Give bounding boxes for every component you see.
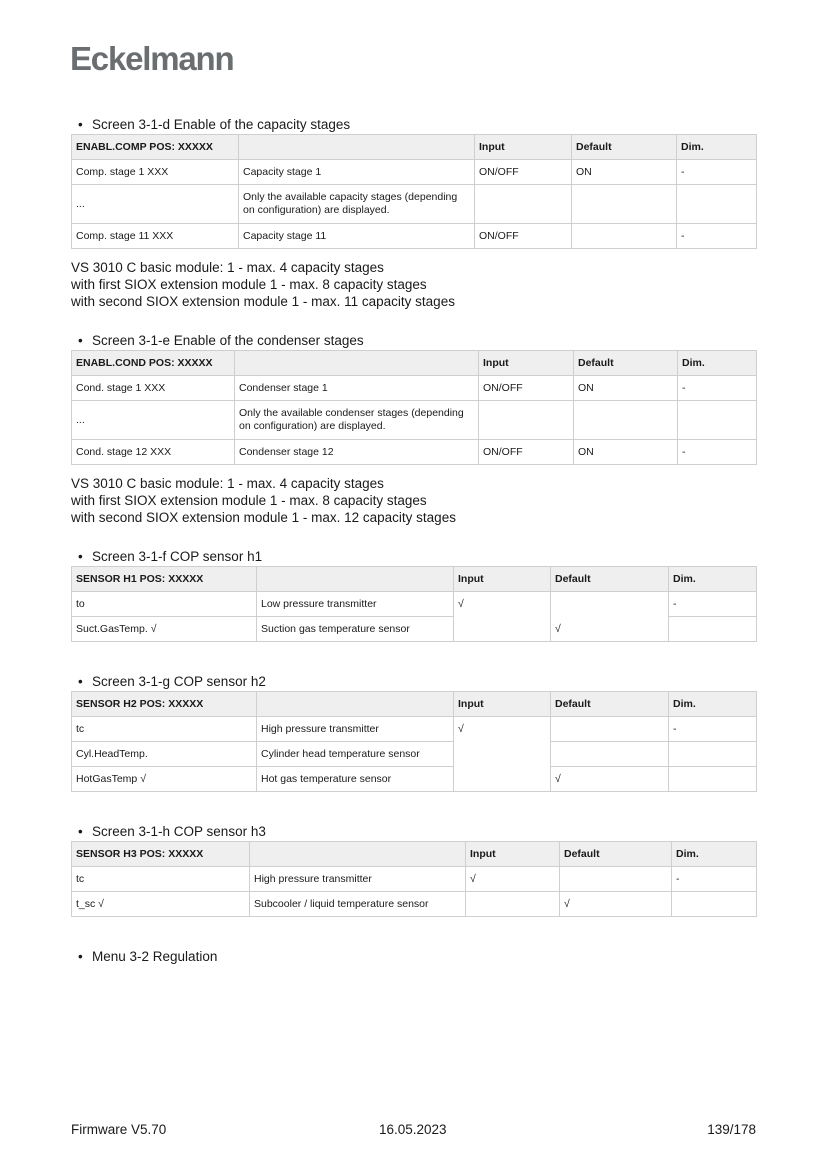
- header-cell: [235, 351, 479, 376]
- table-cell: ON/OFF: [479, 440, 574, 465]
- table-cell: ON/OFF: [475, 160, 572, 185]
- table-cell: Cylinder head temperature sensor: [257, 742, 454, 767]
- table-header-row: [72, 692, 757, 717]
- table-cell: -: [669, 592, 757, 617]
- header-cell: [250, 842, 466, 867]
- table-row: [72, 440, 757, 465]
- table-cop-sensor-h1: [71, 566, 757, 642]
- table-cell: √: [560, 892, 672, 917]
- header-cell: Default: [551, 567, 669, 592]
- footer-date: 16.05.2023: [379, 1122, 447, 1137]
- table-row: [72, 867, 757, 892]
- section-heading-cop-sensor-h1: • Screen 3-1-f COP sensor h1: [78, 549, 263, 564]
- table-cell: Capacity stage 11: [239, 224, 475, 249]
- table-cell: -: [678, 376, 757, 401]
- table-header-row: [72, 135, 757, 160]
- table-cell: Hot gas temperature sensor: [257, 767, 454, 792]
- header-cell: Dim.: [677, 135, 757, 160]
- table-cell: ON: [574, 376, 678, 401]
- note-line: VS 3010 C basic module: 1 - max. 4 capacity stages: [71, 260, 384, 275]
- header-cell: Default: [560, 842, 672, 867]
- table-row: [72, 742, 757, 767]
- table-row: [72, 767, 757, 792]
- header-cell: [239, 135, 475, 160]
- table-cell: to: [72, 592, 257, 617]
- table-row: [72, 401, 757, 440]
- table-cell: √: [466, 867, 560, 892]
- table-row: [72, 224, 757, 249]
- header-cell: SENSOR H1 POS: XXXXX: [72, 567, 257, 592]
- table-cell: Cond. stage 1 XXX: [72, 376, 235, 401]
- header-cell: SENSOR H2 POS: XXXXX: [72, 692, 257, 717]
- table-row: [72, 892, 757, 917]
- table-cell: [475, 185, 572, 224]
- table-cell: -: [677, 224, 757, 249]
- table-cell: [572, 185, 677, 224]
- header-cell: Input: [466, 842, 560, 867]
- table-cell: Subcooler / liquid temperature sensor: [250, 892, 466, 917]
- table-cell: Capacity stage 1: [239, 160, 475, 185]
- table-cop-sensor-h3: [71, 841, 757, 917]
- table-cell: ON: [574, 440, 678, 465]
- table-cell: Suction gas temperature sensor: [257, 617, 454, 642]
- note-line: VS 3010 C basic module: 1 - max. 4 capacity stages: [71, 476, 384, 491]
- header-cell: Input: [479, 351, 574, 376]
- table-cell: Low pressure transmitter: [257, 592, 454, 617]
- section-heading-cop-sensor-h3: • Screen 3-1-h COP sensor h3: [78, 824, 266, 839]
- table-cell: Comp. stage 1 XXX: [72, 160, 239, 185]
- header-cell: SENSOR H3 POS: XXXXX: [72, 842, 250, 867]
- table-enable-capacity: [71, 134, 757, 249]
- table-cop-sensor-h2: [71, 691, 757, 792]
- footer-page-number: 139/178: [707, 1122, 756, 1137]
- footer-firmware: Firmware V5.70: [71, 1122, 167, 1137]
- header-cell: Input: [454, 567, 551, 592]
- section-heading-menu-regulation: • Menu 3-2 Regulation: [78, 949, 218, 964]
- page-content: [71, 116, 756, 966]
- header-cell: Dim.: [669, 692, 757, 717]
- table-row: [72, 592, 757, 617]
- note-line: with first SIOX extension module 1 - max. 8 capacity stages: [71, 277, 427, 292]
- table-cell: HotGasTemp √: [72, 767, 257, 792]
- table-cell: High pressure transmitter: [257, 717, 454, 742]
- table-cell: √: [551, 767, 669, 792]
- table-cell: Condenser stage 12: [235, 440, 479, 465]
- table-cell: Only the available capacity stages (depending on configuration) are displayed.: [239, 185, 475, 224]
- note-block: [71, 475, 756, 526]
- table-cell: Only the available condenser stages (depending on configuration) are displayed.: [235, 401, 479, 440]
- logo: Eckelmann: [70, 40, 234, 77]
- header-cell: Dim.: [678, 351, 757, 376]
- table-cell: [572, 224, 677, 249]
- table-cell: [678, 401, 757, 440]
- table-cell: [672, 892, 757, 917]
- table-row: [72, 185, 757, 224]
- header-cell: Default: [574, 351, 678, 376]
- table-cell: -: [672, 867, 757, 892]
- table-row: [72, 717, 757, 742]
- table-cell: -: [669, 717, 757, 742]
- table-cell: [677, 185, 757, 224]
- table-row: [72, 376, 757, 401]
- table-cell: ON: [572, 160, 677, 185]
- header-cell: Dim.: [669, 567, 757, 592]
- section-heading-cop-sensor-h2: • Screen 3-1-g COP sensor h2: [78, 674, 266, 689]
- section-heading-enable-condenser: • Screen 3-1-e Enable of the condenser stages: [78, 333, 364, 348]
- header-cell: [257, 567, 454, 592]
- table-cell: [551, 717, 669, 742]
- table-cell: Condenser stage 1: [235, 376, 479, 401]
- table-header-row: [72, 567, 757, 592]
- table-cell: ON/OFF: [479, 376, 574, 401]
- table-cell: [466, 892, 560, 917]
- table-cell: ...: [72, 401, 235, 440]
- table-cell: Cyl.HeadTemp.: [72, 742, 257, 767]
- table-header-row: [72, 351, 757, 376]
- table-cell: [454, 742, 551, 767]
- table-row: [72, 617, 757, 642]
- table-cell: Suct.GasTemp. √: [72, 617, 257, 642]
- header-cell: Default: [551, 692, 669, 717]
- table-cell: [560, 867, 672, 892]
- table-cell: High pressure transmitter: [250, 867, 466, 892]
- table-cell: tc: [72, 867, 250, 892]
- note-line: with second SIOX extension module 1 - max. 11 capacity stages: [71, 294, 455, 309]
- note-line: with second SIOX extension module 1 - max. 12 capacity stages: [71, 510, 456, 525]
- header-cell: ENABL.COMP POS: XXXXX: [72, 135, 239, 160]
- table-cell: -: [677, 160, 757, 185]
- table-cell: [454, 617, 551, 642]
- header-cell: Dim.: [672, 842, 757, 867]
- table-enable-condenser: [71, 350, 757, 465]
- note-block: [71, 259, 756, 310]
- table-cell: t_sc √: [72, 892, 250, 917]
- header-cell: Input: [454, 692, 551, 717]
- table-cell: ...: [72, 185, 239, 224]
- table-cell: [669, 617, 757, 642]
- table-cell: -: [678, 440, 757, 465]
- table-cell: [479, 401, 574, 440]
- table-cell: √: [454, 717, 551, 742]
- table-cell: Comp. stage 11 XXX: [72, 224, 239, 249]
- note-line: with first SIOX extension module 1 - max. 8 capacity stages: [71, 493, 427, 508]
- table-cell: Cond. stage 12 XXX: [72, 440, 235, 465]
- table-cell: [669, 767, 757, 792]
- table-cell: [551, 592, 669, 617]
- header-cell: ENABL.COND POS: XXXXX: [72, 351, 235, 376]
- table-cell: [551, 742, 669, 767]
- section-heading-enable-capacity: • Screen 3-1-d Enable of the capacity stages: [78, 117, 351, 132]
- table-cell: √: [551, 617, 669, 642]
- header-cell: Default: [572, 135, 677, 160]
- header-cell: Input: [475, 135, 572, 160]
- table-row: [72, 160, 757, 185]
- table-header-row: [72, 842, 757, 867]
- header-cell: [257, 692, 454, 717]
- table-cell: [454, 767, 551, 792]
- table-cell: [669, 742, 757, 767]
- table-cell: √: [454, 592, 551, 617]
- table-cell: [574, 401, 678, 440]
- table-cell: ON/OFF: [475, 224, 572, 249]
- table-cell: tc: [72, 717, 257, 742]
